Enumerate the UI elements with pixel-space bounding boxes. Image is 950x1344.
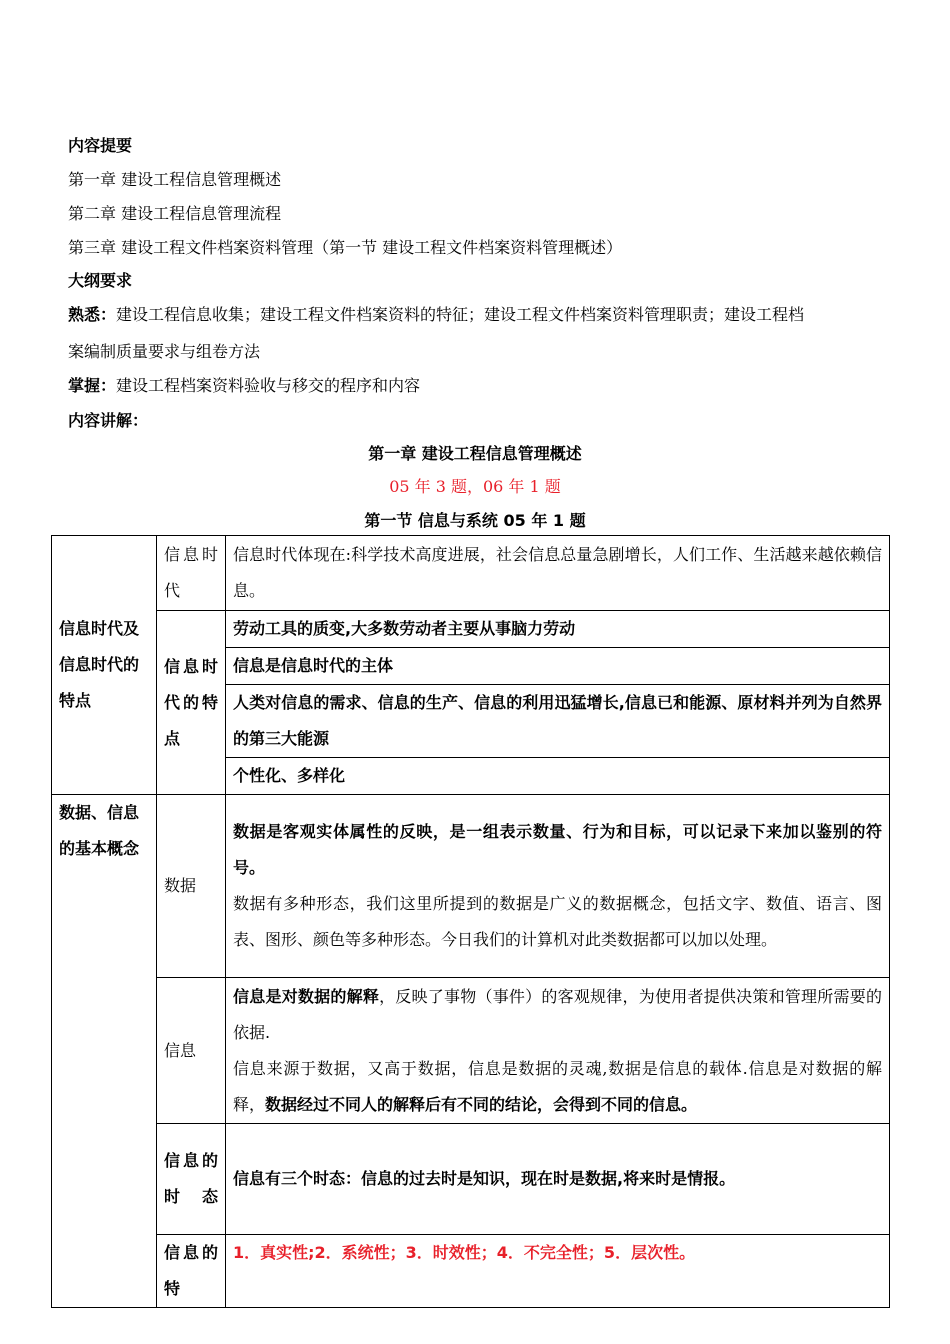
- chapter-title: 第一章 建设工程信息管理概述: [368, 444, 582, 463]
- exam-note: 05 年 3 题，06 年 1 题: [389, 477, 561, 496]
- data-definition: 数据是客观实体属性的反映，是一组表示数量、行为和目标，可以记录下来加以鉴别的符号。: [233, 822, 882, 877]
- row-text-characteristics: 1．真实性;2．系统性；3．时效性；4．不完全性；5．层次性。: [226, 1235, 890, 1308]
- summary-heading: 内容提要: [68, 136, 133, 155]
- group-label-data-info: 数据、信息的基本概念: [52, 795, 157, 1308]
- row-text-info-age: 信息时代体现在:科学技术高度进展，社会信息总量急剧增长，人们工作、生活越来越依赖信息。: [226, 536, 890, 611]
- feature-item: 劳动工具的质变,大多数劳动者主要从事脑力劳动: [226, 611, 890, 648]
- master-label: 掌握：: [68, 376, 117, 395]
- info-def-bold: 信息是对数据的解释: [233, 986, 380, 1006]
- familiar-line-2: 案编制质量要求与组卷方法: [68, 342, 261, 361]
- group-label-info-age: 信息时代及信息时代的特点: [52, 536, 157, 795]
- chapter-line-2: 第二章 建设工程信息管理流程: [68, 204, 282, 223]
- info-definition: [233, 979, 882, 1051]
- row-label-data: 数据: [157, 795, 226, 978]
- lecture-heading: 内容讲解：: [68, 411, 149, 430]
- feature-item: 个性化、多样化: [226, 758, 890, 795]
- chapter-line-1: 第一章 建设工程信息管理概述: [68, 170, 282, 189]
- info-table: [51, 535, 890, 1308]
- outline-heading: 大纲要求: [68, 271, 133, 290]
- row-text-tense: 信息有三个时态：信息的过去时是知识，现在时是数据,将来时是情报。: [226, 1124, 890, 1235]
- info-desc-bold: 数据经过不同人的解释后有不同的结论，会得到不同的信息。: [265, 1094, 698, 1114]
- info-def-rest: ，反映了事物（事件）的客观规律，为使用者提供决策和管理所需要的依据.: [233, 986, 882, 1042]
- row-label-tense: 信息的时态: [157, 1124, 226, 1235]
- row-label-characteristics: 信息的特: [157, 1235, 226, 1308]
- section-title: 第一节 信息与系统 05 年 1 题: [364, 511, 586, 530]
- master-text: 建设工程档案资料验收与移交的程序和内容: [116, 376, 421, 395]
- row-text-info: [226, 978, 890, 1124]
- chapter-line-3: 第三章 建设工程文件档案资料管理（第一节 建设工程文件档案资料管理概述）: [68, 238, 623, 257]
- familiar-line-1: [68, 302, 804, 325]
- feature-item: 信息是信息时代的主体: [226, 648, 890, 685]
- feature-item: 人类对信息的需求、信息的生产、信息的利用迅猛增长,信息已和能源、原材料并列为自然界的第三大能源: [226, 685, 890, 758]
- info-description: [233, 1051, 882, 1123]
- master-line: [68, 373, 420, 396]
- info-desc-text: 信息来源于数据，又高于数据，信息是数据的灵魂,数据是信息的载体.信息是对数据的解释，: [233, 1058, 882, 1114]
- familiar-text: 建设工程信息收集；建设工程文件档案资料的特征；建设工程文件档案资料管理职责；建设工程档: [116, 305, 805, 324]
- row-label-info-age: 信息时代: [157, 536, 226, 611]
- row-label-info: 信息: [157, 978, 226, 1124]
- familiar-label: 熟悉：: [68, 305, 117, 324]
- row-label-features: 信息时代的特点: [157, 611, 226, 795]
- data-description: 数据有多种形态，我们这里所提到的数据是广义的数据概念，包括文字、数值、语言、图表、图形、颜色等多种形态。今日我们的计算机对此类数据都可以加以处理。: [233, 894, 882, 949]
- row-text-data: [226, 795, 890, 978]
